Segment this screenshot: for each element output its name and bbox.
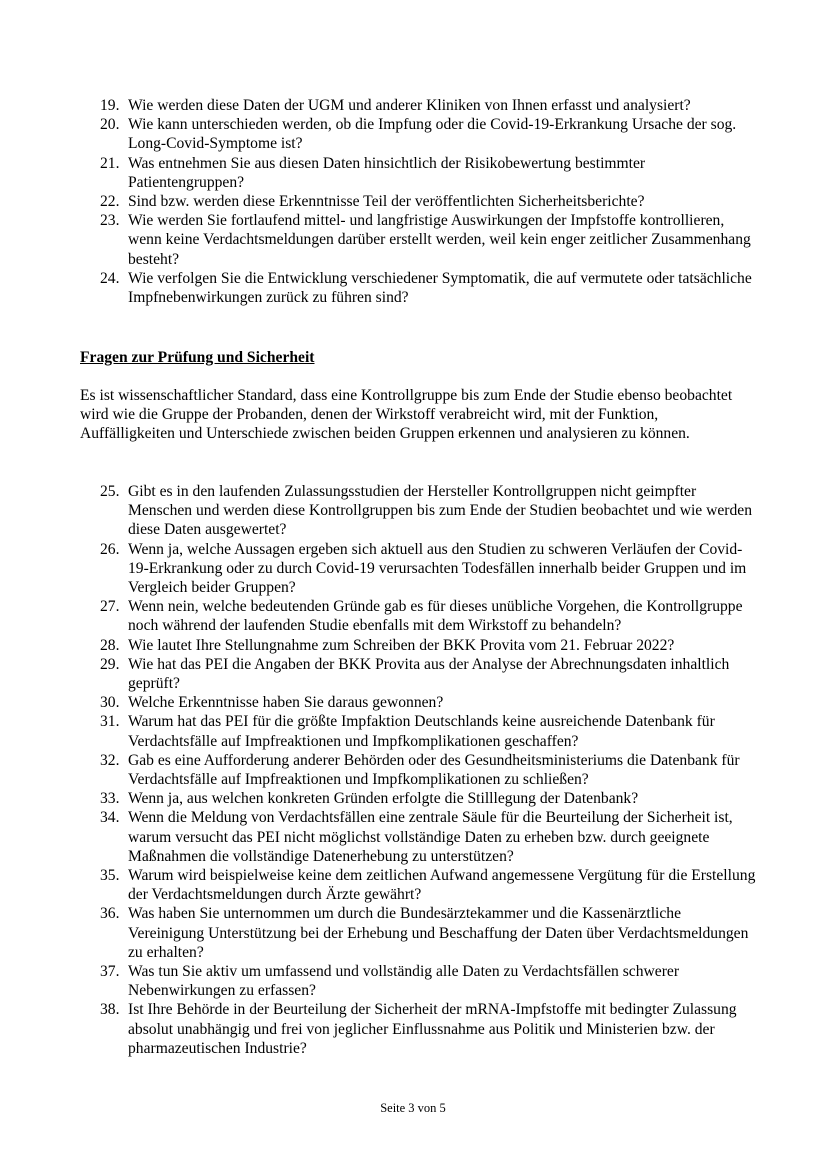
item-number: 31. — [100, 713, 120, 731]
item-number: 30. — [100, 694, 120, 712]
item-number: 37. — [100, 963, 120, 981]
list-item — [80, 154, 760, 192]
list-item — [80, 693, 760, 712]
item-number: 26. — [100, 540, 120, 558]
item-text: Was haben Sie unternommen um durch die Bundesärztekammer und die Kassenärztliche Vereinigung Unterstützung bei der Erhebung und Beschaffung der Daten über Verdachtsmeldungen zu erhalten? — [128, 905, 749, 961]
item-text: Welche Erkenntnisse haben Sie daraus gewonnen? — [128, 694, 444, 712]
list-item — [80, 540, 760, 598]
item-text: Wie hat das PEI die Angaben der BKK Provita aus der Analyse der Abrechnungsdaten inhaltlich geprüft? — [128, 655, 730, 693]
item-number: 27. — [100, 598, 120, 616]
item-number: 29. — [100, 655, 120, 673]
item-text: Warum wird beispielweise keine dem zeitlichen Aufwand angemessene Vergütung für die Erstellung der Verdachtsmeldungen durch Ärzte gewährt? — [128, 867, 756, 904]
item-number: 19. — [100, 97, 120, 114]
item-number: 20. — [100, 116, 120, 134]
item-text: Wie verfolgen Sie die Entwicklung verschiedener Symptomatik, die auf vermutete oder tatsächliche Impfnebenwirkungen zurück zu führen sind? — [128, 269, 752, 307]
list-item — [80, 211, 760, 269]
question-list-continued — [80, 96, 760, 307]
list-item — [80, 789, 760, 808]
section-intro-paragraph: Es ist wissenschaftlicher Standard, dass eine Kontrollgruppe bis zum Ende der Studie ebenso beobachtet wird wie die Gruppe der Probanden, denen der Wirkstoff verabreicht wird, mit der Funktion, Auffälligkeiten und Unterschiede zwischen beiden Gruppen erkennen und analysieren zu können. — [80, 387, 733, 443]
item-number: 24. — [100, 269, 120, 287]
list-item — [80, 96, 760, 115]
item-text: Wenn ja, welche Aussagen ergeben sich aktuell aus den Studien zu schweren Verläufen der Covid-19-Erkrankung oder zu durch Covid-19 verursachten Todesfällen innerhalb beider Gruppen und im Vergleich beider Gruppen? — [128, 540, 747, 597]
list-item — [80, 808, 760, 866]
item-number: 36. — [100, 905, 120, 923]
item-text: Gibt es in den laufenden Zulassungsstudien der Hersteller Kontrollgruppen nicht geimpfter Menschen und werden diese Kontrollgruppen bis zum Ende der Studien beobachtet und wie werden diese Daten ausgewertet? — [128, 483, 753, 539]
list-item — [80, 655, 760, 693]
item-number: 23. — [100, 212, 120, 230]
page-footer — [0, 1100, 826, 1116]
item-number: 33. — [100, 790, 120, 808]
item-text: Wenn die Meldung von Verdachtsfällen eine zentrale Säule für die Beurteilung der Sicherheit ist, warum versucht das PEI nicht möglichst vollständige Daten zu erheben bzw. durch geeignete Maßnahmen die vollständige Datenerhebung zu unterstützen? — [128, 809, 733, 865]
page-number: Seite 3 von 5 — [380, 1101, 446, 1115]
item-text: Ist Ihre Behörde in der Beurteilung der Sicherheit der mRNA-Impfstoffe mit bedingter Zulassung absolut unabhängig und frei von jeglicher Einflussnahme aus Politik und Ministerien bzw. der pharmazeutischen Industrie? — [128, 1001, 737, 1057]
list-item — [80, 712, 760, 750]
list-item — [80, 482, 760, 540]
item-number: 28. — [100, 636, 120, 654]
item-text: Wie kann unterschieden werden, ob die Impfung oder die Covid-19-Erkrankung Ursache der sog. Long-Covid-Symptome ist? — [128, 116, 737, 153]
list-item — [80, 192, 760, 211]
item-number: 22. — [100, 193, 120, 211]
item-number: 21. — [100, 154, 120, 172]
item-text: Wie lautet Ihre Stellungnahme zum Schreiben der BKK Provita vom 21. Februar 2022? — [128, 636, 675, 654]
list-item — [80, 866, 760, 904]
item-number: 35. — [100, 867, 120, 885]
item-text: Gab es eine Aufforderung anderer Behörden oder des Gesundheitsministeriums die Datenbank für Verdachtsfälle auf Impfreaktionen und Impfkomplikationen zu schließen? — [128, 751, 740, 789]
item-text: Sind bzw. werden diese Erkenntnisse Teil der veröffentlichten Sicherheitsberichte? — [128, 193, 645, 211]
list-item — [80, 904, 760, 962]
item-text: Was entnehmen Sie aus diesen Daten hinsichtlich der Risikobewertung bestimmter Patientengruppen? — [128, 154, 646, 191]
list-item — [80, 962, 760, 1000]
item-text: Wenn ja, aus welchen konkreten Gründen erfolgte die Stilllegung der Datenbank? — [128, 790, 639, 808]
list-item — [80, 115, 760, 153]
item-number: 25. — [100, 483, 120, 500]
list-item — [80, 597, 760, 635]
item-text: Wenn nein, welche bedeutenden Gründe gab es für dieses unübliche Vorgehen, die Kontrollgruppe noch während der laufenden Studie ebenfalls mit dem Wirkstoff zu behandeln? — [128, 598, 743, 635]
item-number: 38. — [100, 1001, 120, 1019]
list-item — [80, 636, 760, 655]
list-item — [80, 269, 760, 307]
list-item — [80, 751, 760, 789]
question-list — [80, 482, 760, 1058]
section-heading: Fragen zur Prüfung und Sicherheit — [80, 349, 315, 366]
item-number: 34. — [100, 809, 120, 827]
item-number: 32. — [100, 751, 120, 769]
list-item — [80, 1000, 760, 1058]
item-text: Wie werden diese Daten der UGM und anderer Kliniken von Ihnen erfasst und analysiert? — [128, 97, 691, 114]
item-text: Wie werden Sie fortlaufend mittel- und langfristige Auswirkungen der Impfstoffe kontrollieren, wenn keine Verdachtsmeldungen darüber erstellt werden, weil kein enger zeitlicher Zusammenhang besteht? — [128, 212, 751, 268]
item-text: Warum hat das PEI für die größte Impfaktion Deutschlands keine ausreichende Datenbank für Verdachtsfälle auf Impfreaktionen und Impfkomplikationen geschaffen? — [128, 713, 715, 750]
item-text: Was tun Sie aktiv um umfassend und vollständig alle Daten zu Verdachtsfällen schwerer Nebenwirkungen zu erfassen? — [128, 963, 680, 1000]
